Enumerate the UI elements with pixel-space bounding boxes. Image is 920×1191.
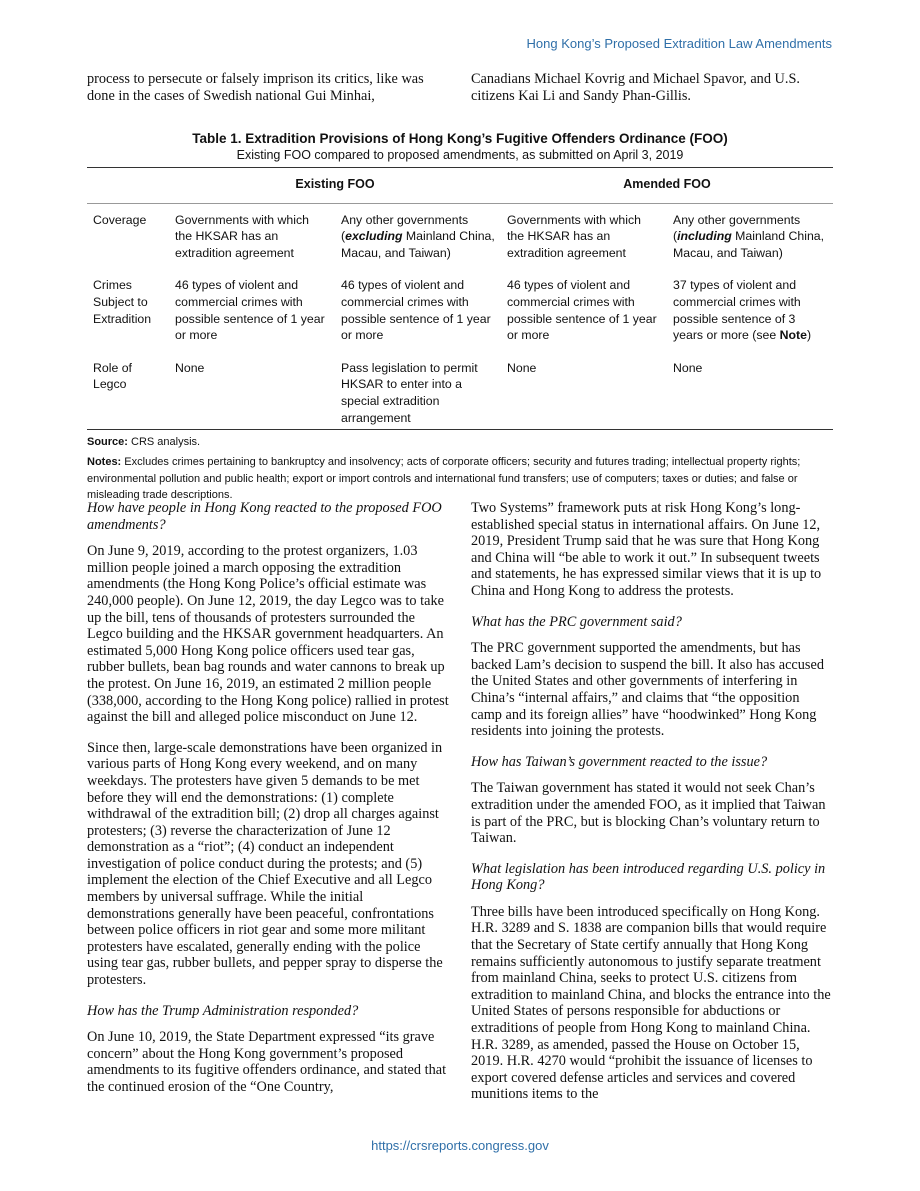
extradition-table — [87, 167, 833, 430]
notes-label: Notes: — [87, 456, 122, 469]
table-cell: Governments with which the HKSAR has an extradition agreement — [175, 212, 309, 260]
table-cell: None — [169, 352, 335, 430]
row-label: Role of Legco — [87, 352, 169, 430]
table-cell: 46 types of violent and commercial crimes with possible sentence of 1 year or more — [175, 278, 325, 343]
section-question: How has the Trump Administration responded? — [87, 1002, 359, 1019]
table-cell: Pass legislation to permit HKSAR to enter into a special extradition arrangement — [335, 352, 501, 430]
table-title: Table 1. Extradition Provisions of Hong Kong’s Fugitive Offenders Ordinance (FOO) — [192, 131, 728, 146]
table-source — [87, 434, 833, 450]
section-question: How has Taiwan’s government reacted to the issue? — [471, 753, 768, 770]
table-corner — [87, 168, 169, 204]
paragraph: On June 10, 2019, the State Department expressed “its grave concern” about the Hong Kong government’s proposed amendments to its fugitive offenders ordinance, and stated that the continued erosion of the “One Country, — [87, 1029, 447, 1095]
paragraph: Three bills have been introduced specifically on Hong Kong. H.R. 3289 and S. 1838 are companion bills that would require that the Secretary of State certify annually that Hong Kong remains sufficiently autonomous to justify separate treatment from mainland China, seeks to protect U.S. citizens from extradition to mainland China, and blocks the entrance into the United States of persons responsible for abductions or extraditions of people from Hong Kong to mainland China. H.R. 3289, as amended, passed the House on October 15, 2019. H.R. 4270 would “prohibit the issuance of licenses to export covered defense articles and services and covered munitions items to the — [471, 903, 831, 1103]
paragraph: The Taiwan government has stated it would not seek Chan’s extradition under the amended FOO, as it implied that Taiwan is part of the PRC, but is blocking Chan’s voluntary return to Taiwan. — [471, 780, 826, 847]
section-question: What has the PRC government said? — [471, 613, 682, 630]
table-cell: None — [501, 352, 667, 430]
table-row — [87, 352, 833, 430]
table-cell: Any other governments (including Mainland China, Macau, and Taiwan) — [673, 212, 825, 260]
notes-text: Excludes crimes pertaining to bankruptcy and insolvency; acts of corporate officers; security and futures trading; intellectual property rights; environmental pollution and public health; export or import controls and international fund transfers; use of computers; taxes or duties; and false or misleading trade descriptions. — [87, 456, 801, 502]
table-cell: 46 types of violent and commercial crimes with possible sentence of 1 year or more — [341, 278, 491, 343]
source-label: Source: — [87, 436, 128, 449]
table-cell: 46 types of violent and commercial crimes with possible sentence of 1 year or more — [507, 278, 657, 343]
paragraph: On June 9, 2019, according to the protest organizers, 1.03 million people joined a march opposing the extradition amendments (the Hong Kong Police’s official estimate was 240,000 people). On June 12, 2019, the day Legco was to take up the bill, tens of thousands of protesters surrounded the Legco building and the HKSAR government headquarters. An estimated 5,000 Hong Kong police officers used tear gas, rubber bullets, bean bag rounds and water cannons to break up the protest. On June 16, 2019, an estimated 2 million people (338,000, according to the Hong Kong police) rallied in protest against the bill and alleged police misconduct on June 12. — [87, 543, 449, 726]
paragraph: Since then, large-scale demonstrations have been organized in various parts of Hong Kong every weekend, and on many weekdays. The protesters have given 5 demands to be met before they will end the demonstrations: (1) complete withdrawal of the extradition bill; (2) drop all charges against protesters; (3) reverse the characterization of June 12 demonstration as a “riot”; (4) conduct an independent investigation of police conduct during the protests; and (5) implement the election of the Chief Executive and all Legco members by universal suffrage. While the initial demonstrations generally have been peaceful, confrontations between police officers in riot gear and some more militant protesters have escalated, generally ending with the police using tear gas, rubber bullets, and pepper spray to disperse the protesters. — [87, 739, 443, 989]
header-amended-foo: Amended FOO — [501, 168, 833, 204]
table-subtitle: Existing FOO compared to proposed amendments, as submitted on April 3, 2019 — [236, 148, 684, 162]
row-label: Coverage — [93, 212, 147, 227]
left-column — [87, 500, 449, 1110]
table-cell: 37 types of violent and commercial crimes with possible sentence of 3 years or more (see Note) — [673, 278, 812, 343]
section-question: What legislation has been introduced regarding U.S. policy in Hong Kong? — [471, 860, 826, 894]
table-notes — [87, 454, 833, 504]
extradition-table-block — [87, 130, 833, 504]
header-existing-foo: Existing FOO — [169, 168, 501, 204]
table-cell: Governments with which the HKSAR has an extradition agreement — [507, 212, 641, 260]
table-cell: Any other governments (excluding Mainland China, Macau, and Taiwan) — [341, 212, 495, 260]
table-body — [87, 203, 833, 430]
paragraph: Canadians Michael Kovrig and Michael Spavor, and U.S. citizens Kai Li and Sandy Phan-Gillis. — [471, 71, 800, 104]
running-header: Hong Kong’s Proposed Extradition Law Amendments — [526, 36, 832, 51]
table-row — [87, 269, 833, 351]
top-right-text — [471, 71, 833, 118]
source-text: CRS analysis. — [127, 436, 201, 449]
top-left-text — [87, 71, 449, 118]
right-column — [471, 500, 833, 1117]
table-cell: None — [667, 352, 833, 430]
paragraph: The PRC government supported the amendments, but has backed Lam’s decision to suspend the bill. It also has accused the United States and other governments of interfering in China’s “internal affairs,” and claims that “the opposition camp and its foreign allies” have “hoodwinked” Hong Kong residents into joining the protests. — [471, 640, 824, 740]
paragraph: process to persecute or falsely imprison its critics, like was done in the cases of Swedish national Gui Minhai, — [87, 71, 424, 104]
footer-url[interactable]: https://crsreports.congress.gov — [371, 1138, 549, 1153]
row-label: Crimes Subject to Extradition — [93, 278, 152, 326]
paragraph: Two Systems” framework puts at risk Hong Kong’s long-established special status in international affairs. On June 12, 2019, President Trump said that he was sure that Hong Kong and China will “be able to work it out.” In subsequent tweets and statements, he has expressed similar views that it is up to China and Hong Kong to address the protests. — [471, 500, 822, 599]
table-row — [87, 203, 833, 269]
section-question: How have people in Hong Kong reacted to the proposed FOO amendments? — [87, 500, 442, 533]
